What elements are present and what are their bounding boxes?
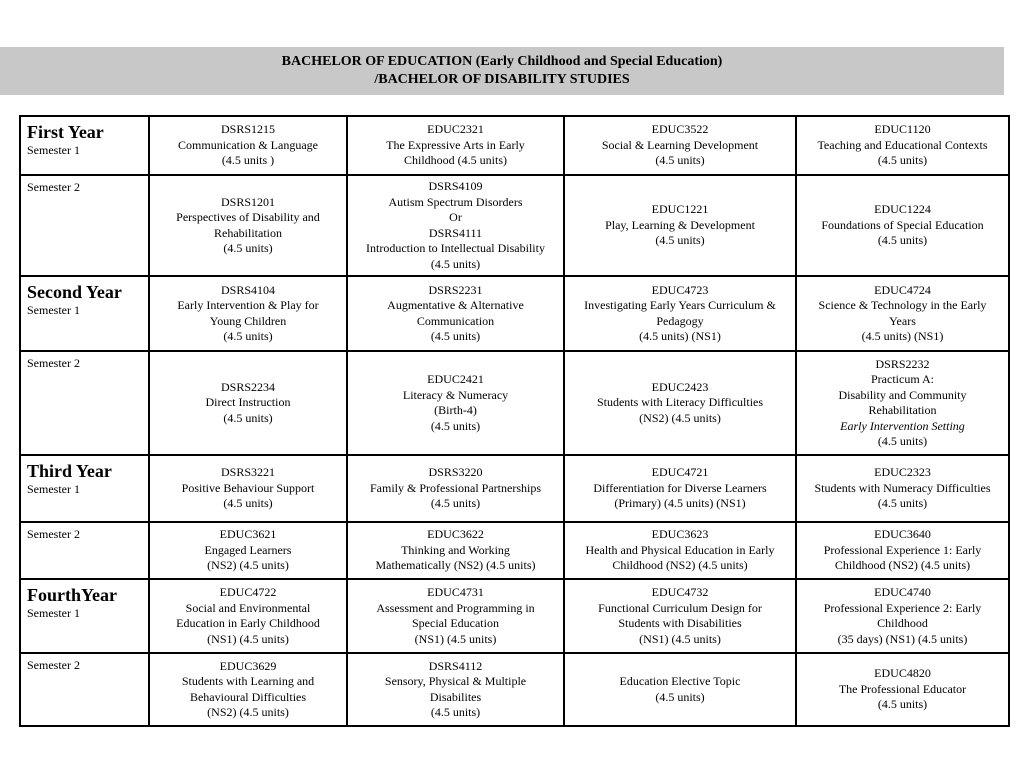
course-cell <box>564 579 796 653</box>
semester-label: Semester 1 <box>27 482 80 496</box>
course-detail-line: DSRS4111 <box>428 225 483 240</box>
course-code: DSRS2232 <box>875 356 930 371</box>
course-code: DSRS2234 <box>220 379 276 394</box>
semester-row <box>20 522 1009 579</box>
course-code: DSRS1215 <box>220 122 276 137</box>
course-detail-line: (4.5 units) <box>223 241 273 255</box>
course-detail-line: Engaged Learners <box>204 542 292 557</box>
course-detail-line: (4.5 units) <box>430 329 481 343</box>
semester-label: Semester 2 <box>27 527 80 541</box>
course-detail-line: Communication & Language <box>178 137 318 152</box>
semester-label: Semester 2 <box>27 180 80 194</box>
course-detail-line: (4.5 units) <box>877 697 928 712</box>
semester-label-cell <box>20 579 149 653</box>
course-cell <box>149 579 347 653</box>
course-detail-line: (4.5 units) <box>430 496 481 511</box>
course-detail-line: (4.5 units) <box>223 410 273 425</box>
course-code: EDUC2323 <box>874 465 931 480</box>
course-detail-line: Or <box>449 210 462 224</box>
semester-label: Semester 1 <box>27 303 80 317</box>
course-detail-line: Teaching and Educational Contexts <box>817 137 988 152</box>
course-detail-line: Childhood (4.5 units) <box>403 153 507 168</box>
course-detail-line: Years <box>889 313 916 328</box>
course-code: EDUC4724 <box>874 282 931 297</box>
course-code: DSRS1201 <box>220 194 276 209</box>
course-detail-line: Communication <box>416 313 495 328</box>
course-detail-line: (NS2) (4.5 units) <box>639 410 721 425</box>
course-code: EDUC3623 <box>651 527 709 542</box>
course-detail-line: (4.5 units) <box>223 329 273 343</box>
course-detail-line: Social and Environmental <box>185 600 311 615</box>
semester-label: Semester 2 <box>27 356 80 370</box>
course-detail-line: (NS1) (4.5 units) <box>414 631 497 646</box>
course-detail-line: Practicum A: <box>871 372 934 386</box>
course-detail-line: Students with Disabilities <box>618 616 742 630</box>
course-detail-line: (4.5 units) <box>877 233 928 248</box>
course-detail-line: Perspectives of Disability and <box>176 210 320 224</box>
program-title-banner <box>0 47 1004 95</box>
course-detail-line: (35 days) (NS1) (4.5 units) <box>837 631 968 646</box>
course-detail-line: Functional Curriculum Design for <box>598 600 762 615</box>
course-detail-line: Disability and Community <box>838 387 967 402</box>
course-detail-line: Students with Literacy Difficulties <box>596 395 764 410</box>
course-cell <box>347 522 564 579</box>
course-code: Education Elective Topic <box>619 674 741 688</box>
course-detail-line: Childhood <box>877 616 928 630</box>
course-detail-line: Behavioural Difficulties <box>189 689 307 704</box>
course-cell <box>149 175 347 276</box>
course-detail-line: (Birth-4) <box>434 403 477 417</box>
course-detail-line: (4.5 units) <box>877 496 928 511</box>
course-cell <box>796 653 1009 726</box>
course-cell <box>149 276 347 351</box>
year-title: First Year <box>27 122 104 142</box>
course-cell <box>149 116 347 175</box>
course-detail-line: Sensory, Physical & Multiple <box>384 674 527 688</box>
course-detail-line: The Professional Educator <box>838 681 967 696</box>
course-detail-line: The Expressive Arts in Early <box>386 137 525 152</box>
course-detail-line: (NS1) (4.5 units) <box>207 631 289 646</box>
course-detail-line: (4.5 units) <box>655 153 705 168</box>
course-code: EDUC2421 <box>427 372 484 386</box>
course-detail-line: (4.5 units) <box>430 705 481 719</box>
course-cell <box>149 522 347 579</box>
course-cell <box>347 276 564 351</box>
semester-label-cell <box>20 522 149 579</box>
course-cell <box>149 455 347 522</box>
course-code: EDUC3622 <box>427 527 484 542</box>
course-code: EDUC1221 <box>651 202 709 217</box>
semester-label-cell <box>20 276 149 351</box>
course-detail-line: (NS1) (4.5 units) <box>639 631 721 646</box>
course-code: EDUC4731 <box>427 585 484 599</box>
course-cell <box>347 579 564 653</box>
course-detail-line: Childhood (NS2) (4.5 units) <box>834 558 971 573</box>
course-detail-line: (4.5 units) <box>877 434 928 448</box>
course-cell <box>564 175 796 276</box>
course-detail-line: Health and Physical Education in Early <box>585 542 775 557</box>
course-detail-line: (4.5 units) <box>223 496 273 511</box>
course-cell <box>149 653 347 726</box>
course-cell <box>796 175 1009 276</box>
course-cell <box>347 116 564 175</box>
semester-row <box>20 455 1009 522</box>
course-code: DSRS3220 <box>428 465 483 480</box>
semester-label-cell <box>20 351 149 455</box>
course-detail-line: (4.5 units) <box>877 153 928 168</box>
course-detail-line: Thinking and Working <box>401 542 510 557</box>
course-detail-line: Assessment and Programming in <box>376 600 535 615</box>
course-detail-line: Early Intervention Setting <box>840 418 965 433</box>
course-code: EDUC4740 <box>874 585 931 599</box>
course-detail-line: Young Children <box>209 313 287 328</box>
course-detail-line: Special Education <box>412 616 499 630</box>
course-cell <box>564 653 796 726</box>
course-detail-line: Disabilites <box>429 689 482 704</box>
course-detail-line: Literacy & Numeracy <box>402 387 509 402</box>
course-detail-line: Students with Learning and <box>181 674 315 688</box>
course-cell <box>796 116 1009 175</box>
semester-row <box>20 116 1009 175</box>
course-code: EDUC1224 <box>874 202 931 217</box>
course-code: DSRS2231 <box>428 282 483 297</box>
course-code: EDUC4722 <box>219 585 277 599</box>
course-detail-line: Foundations of Special Education <box>821 217 984 232</box>
course-detail-line: (Primary) (4.5 units) (NS1) <box>614 496 746 511</box>
course-code: EDUC3629 <box>219 658 277 673</box>
semester-label-cell <box>20 175 149 276</box>
course-code: DSRS4109 <box>428 179 483 193</box>
semester-label-cell <box>20 116 149 175</box>
course-cell <box>564 116 796 175</box>
course-detail-line: Education in Early Childhood <box>176 616 320 630</box>
semester-row <box>20 351 1009 455</box>
course-detail-line: Play, Learning & Development <box>605 217 755 232</box>
course-code: EDUC4820 <box>874 666 931 681</box>
course-detail-line: Mathematically (NS2) (4.5 units) <box>375 558 536 573</box>
course-detail-line: Social & Learning Development <box>601 137 759 152</box>
study-plan-body <box>20 116 1009 726</box>
course-detail-line: Positive Behaviour Support <box>181 480 315 495</box>
course-detail-line: Early Intervention & Play for <box>177 298 319 312</box>
course-cell <box>796 351 1009 455</box>
course-detail-line: Introduction to Intellectual Disability <box>366 241 545 255</box>
course-detail-line: (4.5 units) (NS1) <box>861 329 944 343</box>
course-code: EDUC2423 <box>651 379 709 394</box>
course-detail-line: (4.5 units) <box>430 418 481 433</box>
course-detail-line: Professional Experience 2: Early <box>823 600 982 615</box>
year-title: FourthYear <box>27 585 117 605</box>
course-detail-line: Science & Technology in the Early <box>818 298 987 312</box>
semester-label: Semester 1 <box>27 606 80 620</box>
study-plan-table <box>19 115 1010 727</box>
course-detail-line: (NS2) (4.5 units) <box>207 558 289 573</box>
course-code: EDUC4723 <box>651 282 709 297</box>
course-cell <box>347 351 564 455</box>
semester-label-cell <box>20 455 149 522</box>
semester-label: Semester 1 <box>27 143 80 157</box>
course-detail-line: (4.5 units ) <box>221 153 275 168</box>
course-code: DSRS3221 <box>220 465 276 480</box>
course-detail-line: Students with Numeracy Difficulties <box>814 480 991 495</box>
course-cell <box>149 351 347 455</box>
course-cell <box>564 351 796 455</box>
course-code: EDUC1120 <box>874 122 931 137</box>
course-code: EDUC3621 <box>219 527 277 542</box>
semester-label: Semester 2 <box>27 658 80 672</box>
course-cell <box>796 276 1009 351</box>
course-detail-line: (4.5 units) <box>430 256 481 271</box>
course-detail-line: Rehabilitation <box>214 225 282 240</box>
course-cell <box>347 653 564 726</box>
program-title-line1: BACHELOR OF EDUCATION (Early Childhood and Special Education) <box>281 54 723 69</box>
course-code: EDUC2321 <box>427 122 484 137</box>
course-detail-line: Professional Experience 1: Early <box>823 542 982 557</box>
course-detail-line: Augmentative & Alternative <box>387 298 524 312</box>
course-cell <box>347 175 564 276</box>
course-cell <box>564 455 796 522</box>
course-code: EDUC4732 <box>651 585 709 599</box>
course-cell <box>564 276 796 351</box>
course-detail-line: Family & Professional Partnerships <box>370 480 541 495</box>
course-code: EDUC4721 <box>651 465 709 480</box>
course-code: EDUC3640 <box>874 527 931 542</box>
course-cell <box>564 522 796 579</box>
semester-row <box>20 276 1009 351</box>
program-title-line2: /BACHELOR OF DISABILITY STUDIES <box>374 72 630 87</box>
course-detail-line: (NS2) (4.5 units) <box>207 705 289 719</box>
course-detail-line: Investigating Early Years Curriculum & <box>584 298 776 312</box>
course-detail-line: (4.5 units) (NS1) <box>639 329 721 343</box>
course-detail-line: Rehabilitation <box>868 403 937 417</box>
course-cell <box>796 579 1009 653</box>
course-detail-line: Pedagogy <box>656 313 704 328</box>
course-detail-line: Differentiation for Diverse Learners <box>593 480 767 495</box>
year-title: Third Year <box>27 461 112 481</box>
year-title: Second Year <box>27 282 122 302</box>
course-detail-line: Autism Spectrum Disorders <box>388 194 523 209</box>
course-detail-line: Direct Instruction <box>205 395 291 410</box>
semester-label-cell <box>20 653 149 726</box>
semester-row <box>20 175 1009 276</box>
course-detail-line: (4.5 units) <box>655 689 705 704</box>
course-cell <box>347 455 564 522</box>
course-code: EDUC3522 <box>651 122 709 137</box>
course-detail-line: (4.5 units) <box>655 233 705 248</box>
semester-row <box>20 653 1009 726</box>
course-code: DSRS4112 <box>428 658 483 673</box>
course-cell <box>796 522 1009 579</box>
semester-row <box>20 579 1009 653</box>
course-detail-line: Childhood (NS2) (4.5 units) <box>612 558 748 573</box>
course-cell <box>796 455 1009 522</box>
course-code: DSRS4104 <box>220 282 276 297</box>
